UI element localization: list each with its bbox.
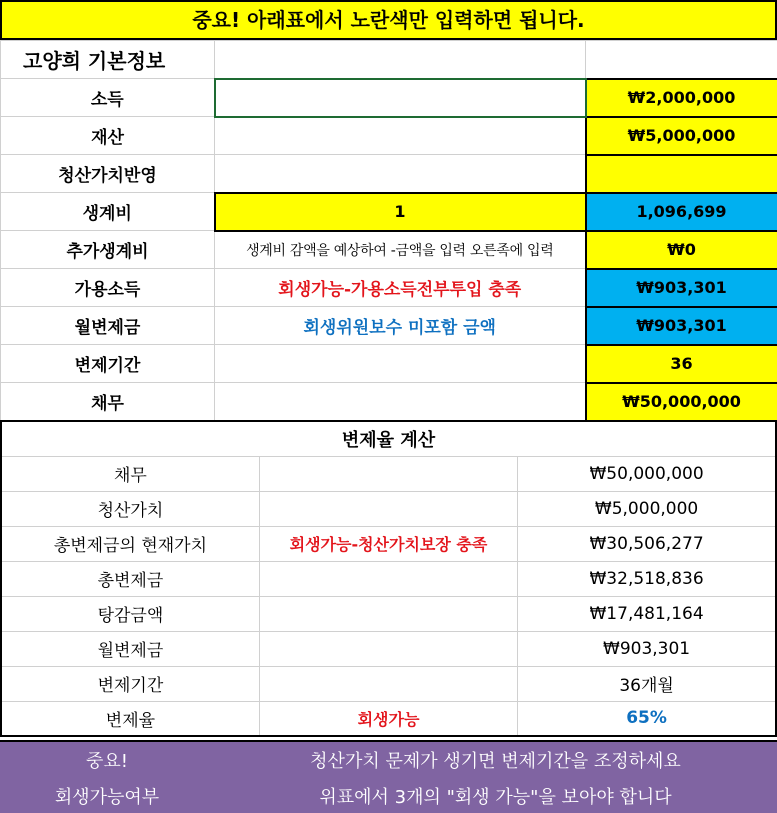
- repayment-rate-table: [0, 420, 777, 737]
- monthly-payment-note[interactable]: 회생위원보수 미포함 금액: [215, 307, 586, 345]
- living-cost-computed-cell[interactable]: [586, 193, 777, 231]
- extra-living-cost-note[interactable]: 생계비 감액을 예상하여 -금액을 입력 오른족에 입력: [215, 231, 586, 269]
- footer-important-text[interactable]: 청산가치 문제가 생기면 변제기간을 조정하세요: [310, 751, 681, 772]
- calc-row-debt: [1, 456, 776, 491]
- living-cost-label[interactable]: 생계비: [1, 193, 215, 231]
- calc-value-forgiven[interactable]: ₩17,481,164: [518, 596, 776, 631]
- debt-label[interactable]: 채무: [1, 383, 215, 421]
- calc-label-forgiven[interactable]: 탕감금액: [1, 596, 259, 631]
- calc-row-monthly: [1, 631, 776, 666]
- extra-living-cost-label[interactable]: 추가생계비: [1, 231, 215, 269]
- income-row: [1, 79, 777, 117]
- calc-status-rate[interactable]: 회생가능: [259, 701, 517, 736]
- basic-info-table: [0, 40, 777, 422]
- calc-row-forgiven: [1, 596, 776, 631]
- living-cost-input-cell[interactable]: 1: [215, 193, 586, 231]
- liquidation-middle-cell[interactable]: [215, 155, 586, 193]
- available-income-status[interactable]: 회생가능-가용소득전부투입 충족: [215, 269, 586, 307]
- extra-living-cost-input-cell[interactable]: [586, 231, 777, 269]
- repayment-period-row: [1, 345, 777, 383]
- footer-row-important: [0, 744, 777, 779]
- calc-title-row: [1, 421, 776, 456]
- footer-notes: [0, 740, 777, 813]
- instruction-banner[interactable]: 중요! 아래표에서 노란색만 입력하면 됩니다.: [0, 0, 777, 40]
- income-input-cell[interactable]: [586, 79, 777, 117]
- footer-important-label[interactable]: 중요!: [86, 751, 128, 772]
- repayment-period-middle-cell[interactable]: [215, 345, 586, 383]
- debt-value: ₩50,000,000: [622, 392, 741, 411]
- monthly-payment-label[interactable]: 월변제금: [1, 307, 215, 345]
- property-input-cell[interactable]: [586, 117, 777, 155]
- liquidation-row: [1, 155, 777, 193]
- calc-row-rate: [1, 701, 776, 736]
- monthly-payment-value: ₩903,301: [636, 316, 727, 335]
- calc-label-debt[interactable]: 채무: [1, 456, 259, 491]
- calc-label-monthly[interactable]: 월변제금: [1, 631, 259, 666]
- calc-status-present-value[interactable]: 회생가능-청산가치보장 충족: [259, 526, 517, 561]
- calc-middle-liquidation[interactable]: [259, 491, 517, 526]
- property-label[interactable]: 재산: [1, 117, 215, 155]
- income-label[interactable]: 소득: [1, 79, 215, 117]
- calc-row-present-value: [1, 526, 776, 561]
- calc-middle-total-payment[interactable]: [259, 561, 517, 596]
- calc-title[interactable]: 변제율 계산: [1, 421, 776, 456]
- calc-label-liquidation[interactable]: 청산가치: [1, 491, 259, 526]
- extra-living-cost-row: [1, 231, 777, 269]
- calc-row-liquidation: [1, 491, 776, 526]
- calc-value-debt[interactable]: ₩50,000,000: [518, 456, 776, 491]
- footer-feasibility-label[interactable]: 회생가능여부: [54, 787, 160, 808]
- property-value: ₩5,000,000: [627, 126, 736, 145]
- repayment-period-value: 36: [670, 354, 693, 373]
- footer-feasibility-text[interactable]: 위표에서 3개의 "회생 가능"을 보아야 합니다: [319, 787, 672, 808]
- repayment-period-input-cell[interactable]: [586, 345, 777, 383]
- basic-title-row: [1, 41, 777, 79]
- income-value: ₩2,000,000: [627, 88, 736, 107]
- available-income-value: ₩903,301: [636, 278, 727, 297]
- calc-middle-forgiven[interactable]: [259, 596, 517, 631]
- calc-label-present-value[interactable]: 총변제금의 현재가치: [1, 526, 259, 561]
- calc-middle-monthly[interactable]: [259, 631, 517, 666]
- monthly-payment-row: [1, 307, 777, 345]
- footer-row-feasibility: [0, 780, 777, 813]
- property-middle-cell[interactable]: [215, 117, 586, 155]
- available-income-computed-cell[interactable]: [586, 269, 777, 307]
- basic-title-value-cell[interactable]: [586, 41, 777, 79]
- calc-row-period: [1, 666, 776, 701]
- calc-value-total-payment[interactable]: ₩32,518,836: [518, 561, 776, 596]
- calc-middle-period[interactable]: [259, 666, 517, 701]
- calc-value-rate[interactable]: 65%: [518, 701, 776, 736]
- debt-row: [1, 383, 777, 421]
- extra-living-cost-value: ₩0: [667, 240, 696, 259]
- calc-middle-debt[interactable]: [259, 456, 517, 491]
- available-income-label[interactable]: 가용소득: [1, 269, 215, 307]
- living-cost-value: 1,096,699: [636, 202, 727, 221]
- property-row: [1, 117, 777, 155]
- liquidation-label[interactable]: 청산가치반영: [1, 155, 215, 193]
- income-middle-cell[interactable]: [215, 79, 586, 117]
- calc-label-period[interactable]: 변제기간: [1, 666, 259, 701]
- calc-row-total-payment: [1, 561, 776, 596]
- basic-title-blank-cell[interactable]: [215, 41, 586, 79]
- basic-info-title[interactable]: 고양희 기본정보: [1, 41, 215, 79]
- debt-input-cell[interactable]: [586, 383, 777, 421]
- calc-value-liquidation[interactable]: ₩5,000,000: [518, 491, 776, 526]
- debt-middle-cell[interactable]: [215, 383, 586, 421]
- calc-label-total-payment[interactable]: 총변제금: [1, 561, 259, 596]
- calc-value-present-value[interactable]: ₩30,506,277: [518, 526, 776, 561]
- calc-value-monthly[interactable]: ₩903,301: [518, 631, 776, 666]
- available-income-row: [1, 269, 777, 307]
- calc-value-period[interactable]: 36개월: [518, 666, 776, 701]
- monthly-payment-computed-cell[interactable]: [586, 307, 777, 345]
- calc-label-rate[interactable]: 변제율: [1, 701, 259, 736]
- repayment-period-label[interactable]: 변제기간: [1, 345, 215, 383]
- living-cost-row: [1, 193, 777, 231]
- liquidation-input-cell[interactable]: [586, 155, 777, 193]
